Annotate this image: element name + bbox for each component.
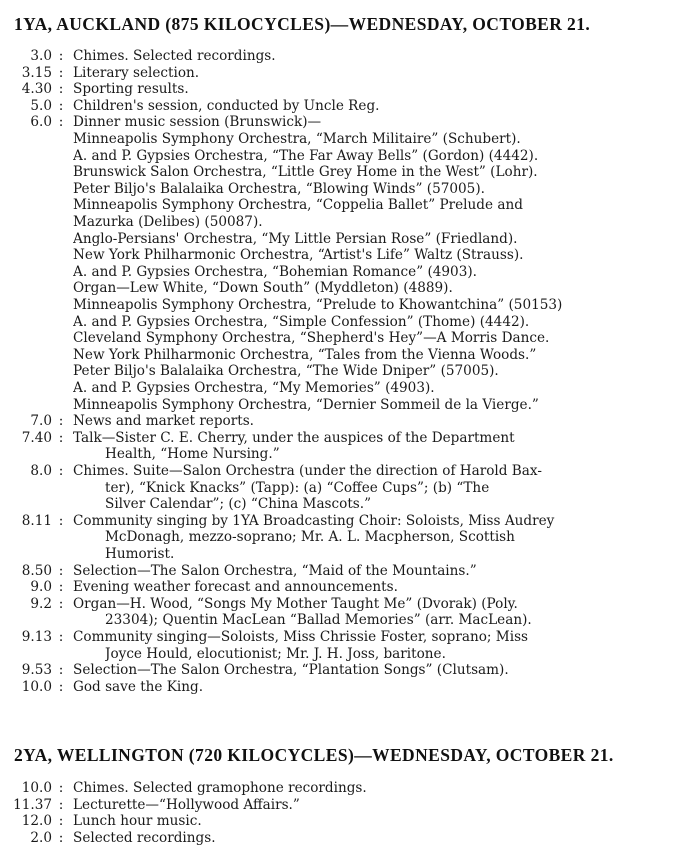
entry-text: Chimes. Suite—Salon Orchestra (under the direction of Harold Bax- xyxy=(73,463,542,479)
entry-time: 7.0 xyxy=(30,413,52,430)
entry-text: Lecturette—“Hollywood Affairs.” xyxy=(73,796,300,813)
entry-text-continued: Health, “Home Nursing.” xyxy=(105,446,280,463)
entry-separator: : xyxy=(58,595,64,612)
entry-text: Community singing—Soloists, Miss Chrissie Foster, soprano; Miss xyxy=(73,629,529,645)
entry-time: 8.11 xyxy=(21,512,52,529)
entry-time: 7.40 xyxy=(21,429,52,446)
entry-text-continued: 23304); Quentin MacLean “Ballad Memories” (arr. MacLean). xyxy=(105,612,532,629)
entry-text: Evening weather forecast and announcements. xyxy=(73,579,398,596)
entry-text: Sporting results. xyxy=(73,81,189,98)
entry-text-continued: Peter Biljo's Balalaika Orchestra, “Blowing Winds” (57005). xyxy=(73,180,485,197)
entry-text: Lunch hour music. xyxy=(73,813,202,830)
entry-text-continued: Minneapolis Symphony Orchestra, “Prelude to Khowantchina” (50153) xyxy=(73,297,563,313)
entry-text-continued: Silver Calendar”; (c) “China Mascots.” xyxy=(105,496,372,513)
entry-separator: : xyxy=(58,64,64,81)
entry-time: 10.0 xyxy=(21,678,52,695)
entry-separator: : xyxy=(58,796,64,813)
entry-separator: : xyxy=(58,114,64,131)
entry-text-continued: Anglo-Persians' Orchestra, “My Little Persian Rose” (Friedland). xyxy=(73,230,518,247)
entry-text: News and market reports. xyxy=(73,413,254,430)
entry-text-continued: McDonagh, mezzo-soprano; Mr. A. L. Macpherson, Scottish xyxy=(105,529,515,546)
entry-text-continued: A. and P. Gypsies Orchestra, “Simple Confession” (Thome) (4442). xyxy=(73,313,530,330)
entry-text-continued: Mazurka (Delibes) (50087). xyxy=(73,214,263,230)
entry-separator: : xyxy=(58,413,64,430)
entry-time: 6.0 xyxy=(30,114,52,131)
entry-separator: : xyxy=(58,829,64,846)
entry-text-continued: ter), “Knick Knacks” (Tapp): (a) “Coffee Cups”; (b) “The xyxy=(105,479,490,496)
entry-text-continued: Cleveland Symphony Orchestra, “Shepherd's Hey”—A Morris Dance. xyxy=(73,330,550,347)
entry-text: Children's session, conducted by Uncle Reg. xyxy=(73,97,380,114)
entry-text-continued: Minneapolis Symphony Orchestra, “March Militaire” (Schubert). xyxy=(73,131,521,147)
entry-time: 12.0 xyxy=(21,813,52,830)
entry-separator: : xyxy=(58,678,64,695)
entry-time: 9.53 xyxy=(21,662,52,679)
entry-time: 3.0 xyxy=(30,48,52,64)
entry-text: Dinner music session (Brunswick)— xyxy=(73,114,322,131)
entry-separator: : xyxy=(58,629,64,645)
entry-separator: : xyxy=(58,780,64,796)
entry-text-continued: A. and P. Gypsies Orchestra, “The Far Away Bells” (Gordon) (4442). xyxy=(73,147,539,164)
entry-text: Chimes. Selected gramophone recordings. xyxy=(73,780,367,796)
entry-text-continued: New York Philharmonic Orchestra, “Artist's Life” Waltz (Strauss). xyxy=(73,247,524,264)
entry-time: 4.30 xyxy=(21,81,52,98)
entry-text-continued: Minneapolis Symphony Orchestra, “Coppelia Ballet” Prelude and xyxy=(73,197,523,214)
entry-time: 8.50 xyxy=(21,562,52,579)
entry-time: 3.15 xyxy=(21,64,52,81)
entry-text-continued: Joyce Hould, elocutionist; Mr. J. H. Joss, baritone. xyxy=(105,645,446,662)
entry-text: Literary selection. xyxy=(73,64,200,81)
entry-text: Selection—The Salon Orchestra, “Plantation Songs” (Clutsam). xyxy=(73,662,509,679)
entry-separator: : xyxy=(58,579,64,596)
station-heading: 1YA, AUCKLAND (875 KILOCYCLES)—WEDNESDAY, OCTOBER 21. xyxy=(14,14,591,34)
entry-text: Selection—The Salon Orchestra, “Maid of the Mountains.” xyxy=(73,562,477,579)
entry-separator: : xyxy=(58,512,64,529)
entry-time: 9.2 xyxy=(30,595,52,612)
entry-time: 10.0 xyxy=(21,780,52,796)
entry-time: 5.0 xyxy=(30,97,52,114)
entry-separator: : xyxy=(58,662,64,679)
entry-text-continued: A. and P. Gypsies Orchestra, “Bohemian Romance” (4903). xyxy=(73,263,477,280)
entry-text: Organ—H. Wood, “Songs My Mother Taught Me” (Dvorak) (Poly. xyxy=(73,595,518,612)
entry-separator: : xyxy=(58,48,64,64)
entry-separator: : xyxy=(58,562,64,579)
entry-time: 2.0 xyxy=(30,829,52,846)
entry-text: God save the King. xyxy=(73,678,204,695)
station-heading: 2YA, WELLINGTON (720 KILOCYCLES)—WEDNESDAY, OCTOBER 21. xyxy=(14,745,614,765)
entry-text: Selected recordings. xyxy=(73,829,216,846)
entry-separator: : xyxy=(58,813,64,830)
entry-text-continued: Minneapolis Symphony Orchestra, “Dernier Sommeil de la Vierge.” xyxy=(73,396,539,413)
entry-text-continued: Brunswick Salon Orchestra, “Little Grey Home in the West” (Lohr). xyxy=(73,164,538,181)
entry-separator: : xyxy=(58,463,64,479)
entry-text-continued: A. and P. Gypsies Orchestra, “My Memories” (4903). xyxy=(73,380,435,396)
entry-separator: : xyxy=(58,429,64,446)
entry-text-continued: Humorist. xyxy=(105,546,175,562)
entry-text: Community singing by 1YA Broadcasting Choir: Soloists, Miss Audrey xyxy=(73,512,555,529)
entry-text-continued: Peter Biljo's Balalaika Orchestra, “The Wide Dniper” (57005). xyxy=(73,363,499,380)
entry-time: 8.0 xyxy=(30,463,52,479)
entry-text: Talk—Sister C. E. Cherry, under the auspices of the Department xyxy=(73,429,515,446)
entry-time: 11.37 xyxy=(13,796,52,813)
entry-text-continued: Organ—Lew White, “Down South” (Myddleton) (4889). xyxy=(73,280,453,297)
entry-time: 9.0 xyxy=(30,579,52,596)
entry-text-continued: New York Philharmonic Orchestra, “Tales from the Vienna Woods.” xyxy=(73,346,537,363)
entry-text: Chimes. Selected recordings. xyxy=(73,48,276,64)
entry-separator: : xyxy=(58,97,64,114)
entry-time: 9.13 xyxy=(21,629,52,645)
entry-separator: : xyxy=(58,81,64,98)
